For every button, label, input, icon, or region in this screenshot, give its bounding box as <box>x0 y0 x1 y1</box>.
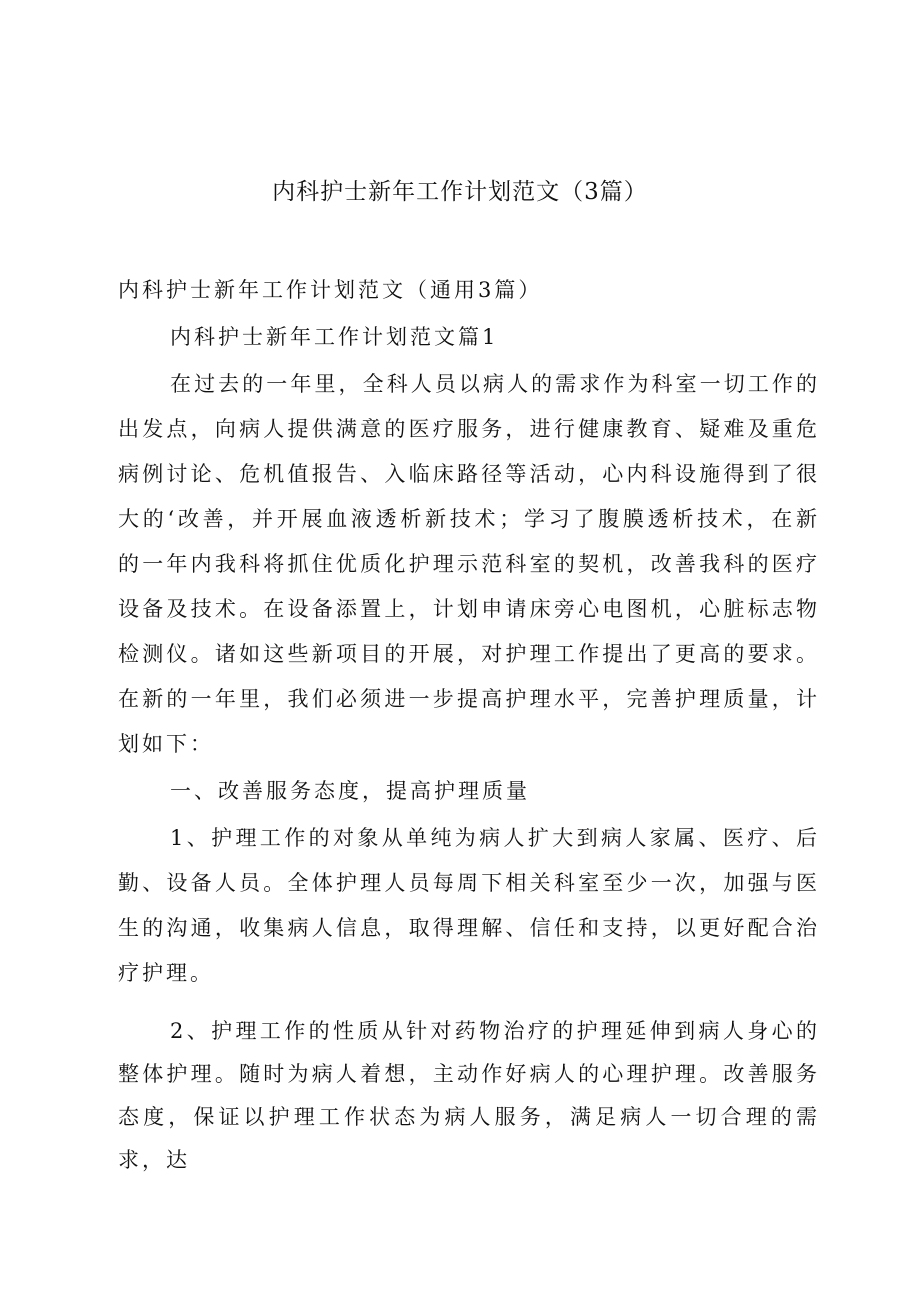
section-heading: 内科护士新年工作计划范文篇1 <box>170 325 499 349</box>
paragraph-heading-1: 一、改善服务态度，提高护理质量 <box>170 779 530 803</box>
paragraph-item-1: 1、护理工作的对象从单纯为病人扩大到病人家属、医疗、后勤、设备人员。全体护理人员每周下相关科室至少一次，加强与医生的沟通，收集病人信息，取得理解、信任和支持，以更好配合治疗护理。 <box>118 826 820 985</box>
document-title: 内科护士新年工作计划范文（3篇） <box>272 179 648 205</box>
paragraph-intro: 在过去的一年里，全科人员以病人的需求作为科室一切工作的出发点，向病人提供满意的医疗服务，进行健康教育、疑难及重危病例讨论、危机值报告、入临床路径等活动，心内科设施得到了很大的‘改善，并开展血液透析新技术；学习了腹膜透析技术，在新的一年内我科将抓住优质化护理示范科室的契机，改善我科的医疗设备及技术。在设备添置上，计划申请床旁心电图机，心脏标志物检测仪。诸如这些新项目的开展，对护理工作提出了更高的要求。在新的一年里，我们必须进一步提高护理水平，完善护理质量，计划如下： <box>118 372 820 756</box>
document-body <box>118 268 820 1182</box>
document-subtitle: 内科护士新年工作计划范文（通用3篇） <box>118 278 543 302</box>
paragraph-item-2: 2、护理工作的性质从针对药物治疗的护理延伸到病人身心的整体护理。随时为病人着想，主动作好病人的心理护理。改善服务态度，保证以护理工作状态为病人服务，满足病人一切合理的需求，达 <box>118 1019 820 1172</box>
